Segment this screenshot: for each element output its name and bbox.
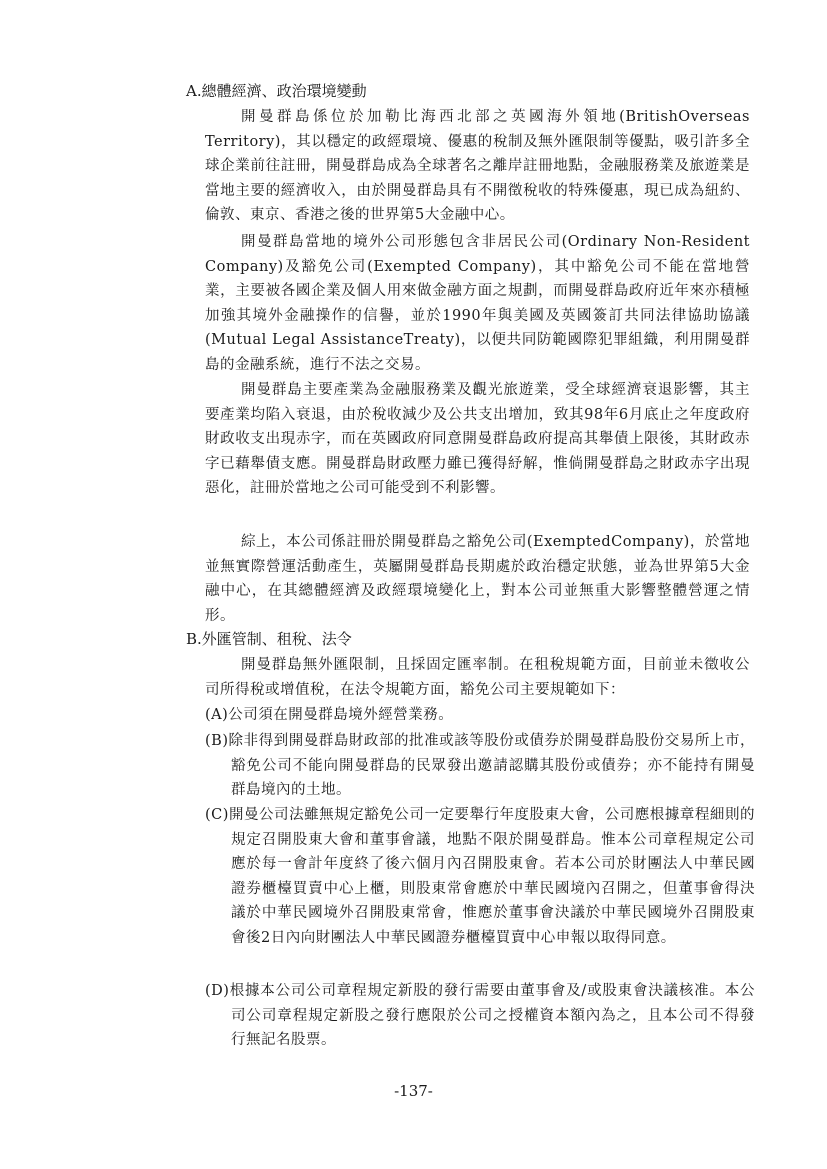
section-a-paragraph-1: 開曼群島係位於加勒比海西北部之英國海外領地(BritishOverseas Territory)，其以穩定的政經環境、優惠的稅制及無外匯限制等優點，吸引許多全球企業前往註冊，開曼群島成為全球著名之離岸註冊地點，金融服務業及旅遊業是當地主要的經濟收入，由於開曼群島具有不開徵稅收的特殊優惠，現已成為紐約、倫敦、東京、香港之後的世界第5大金融中心。 (205, 109, 750, 223)
section-b-item-c: (C)開曼公司法雖無規定豁免公司一定要舉行年度股東大會，公司應根據章程細則的規定召開股東大會和董事會議，地點不限於開曼群島。惟本公司章程規定公司應於每一會計年度終了後六個月內召開股東會。若本公司於財團法人中華民國證券櫃檯買賣中心上櫃，則股東常會應於中華民國境內召開之，但董事會得決議於中華民國境外召開股東常會，惟應於董事會決議於中華民國境外召開股東會後2日內向財團法人中華民國證券櫃檯買賣中心申報以取得同意。 (205, 807, 755, 946)
section-b-title: B.外匯管制、租稅、法令 (186, 630, 352, 648)
section-b-item-b: (B)除非得到開曼群島財政部的批准或該等股份或債券於開曼群島股份交易所上市，豁免公司不能向開曼群島的民眾發出邀請認購其股份或債券；亦不能持有開曼群島境內的土地。 (205, 733, 755, 798)
page-number: -137- (394, 1082, 433, 1100)
section-b-intro: 開曼群島無外匯限制，且採固定匯率制。在租稅規範方面，目前並未徵收公司所得稅或增值稅，在法令規範方面，豁免公司主要規範如下： (205, 657, 750, 698)
section-a-paragraph-3: 開曼群島主要產業為金融服務業及觀光旅遊業，受全球經濟衰退影響，其主要產業均陷入衰退，由於稅收減少及公共支出增加，致其98年6月底止之年度政府財政收支出現赤字，而在英國政府同意開曼群島政府提高其舉債上限後，其財政赤字已藉舉債支應。開曼群島財政壓力雖已獲得紓解，惟倘開曼群島之財政赤字出現惡化，註冊於當地之公司可能受到不利影響。 (205, 382, 750, 496)
section-a-title: A.總體經濟、政治環境變動 (186, 82, 367, 100)
section-b-item-a: (A)公司須在開曼群島境外經營業務。 (205, 707, 454, 723)
section-a-paragraph-2: 開曼群島當地的境外公司形態包含非居民公司(Ordinary Non-Resident Company)及豁免公司(Exempted Company)，其中豁免公司不能在當地營業，主要被各國企業及個人用來做金融方面之規劃，而開曼群島政府近年來亦積極加強其境外金融操作的信譽，並於1990年與美國及英國簽訂共同法律協助協議(Mutual Legal AssistanceTreaty)，以便共同防範國際犯罪組織，利用開曼群島的金融系統，進行不法之交易。 (205, 234, 750, 373)
section-a-paragraph-4: 綜上，本公司係註冊於開曼群島之豁免公司(ExemptedCompany)，於當地並無實際營運活動產生，英屬開曼群島長期處於政治穩定狀態，並為世界第5大金融中心，在其總體經濟及政經環境變化上，對本公司並無重大影響整體營運之情形。 (205, 534, 750, 624)
section-b-item-d: (D)根據本公司公司章程規定新股的發行需要由董事會及/或股東會決議核准。本公司公司章程規定新股之發行應限於公司之授權資本額內為之，且本公司不得發行無記名股票。 (205, 983, 755, 1048)
